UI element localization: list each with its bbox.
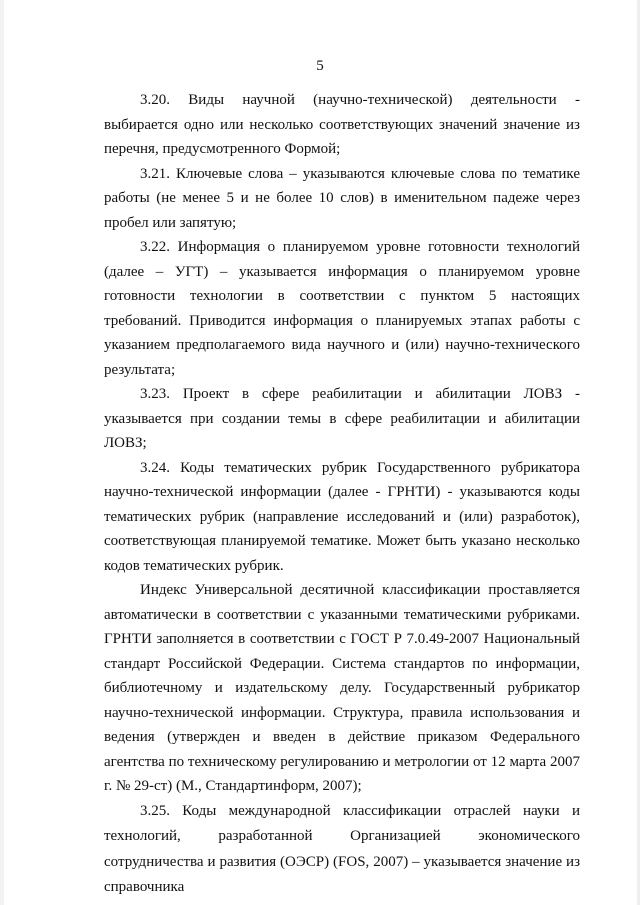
paragraph-3-25: 3.25. Коды международной классификации отраслей науки и технологий, разработанной Организацией экономического сотрудничества и развития (ОЭСР) (FOS, 2007) – указывается значение из справочника	[104, 802, 580, 895]
paragraph-udc-index: Индекс Универсальной десятичной классификации проставляется автоматически в соответствии с указанными тематическими рубриками. ГРНТИ заполняется в соответствии с ГОСТ Р 7.0.49-2007 Национальный стандарт Российской Федерации. Система стандартов по информации, библиотечному и издательскому делу. Государственный рубрикатор научно-технической информации. Структура, правила использования и ведения (утвержден и введен в действие приказом Федерального агентства по техническому регулированию и метрологии от 12 марта 2007 г. № 29-ст) (М., Стандартинформ, 2007);	[104, 582, 580, 794]
paragraph-3-21: 3.21. Ключевые слова – указываются ключевые слова по тематике работы (не менее 5 и не более 10 слов) в именительном падеже через пробел или запятую;	[104, 165, 580, 231]
paragraph-3-23: 3.23. Проект в сфере реабилитации и абилитации ЛОВЗ - указывается при создании темы в сфере реабилитации и абилитации ЛОВЗ;	[104, 386, 580, 451]
paragraph-3-20: 3.20. Виды научной (научно-технической) деятельности - выбирается одно или несколько соответствующих значений значение из перечня, предусмотренного Формой;	[104, 92, 580, 157]
paragraph-3-22: 3.22. Информация о планируемом уровне готовности технологий (далее – УГТ) – указывается информация о планируемом уровне готовности технологии в соответствии с пунктом 5 настоящих требований. Приводится информация о планируемых этапах работы с указанием предполагаемого вида научного и (или) научно-технического результата;	[104, 239, 580, 378]
scan-edge-left	[0, 0, 4, 905]
page-number: 5	[316, 58, 324, 74]
document-body	[104, 88, 580, 901]
paragraph-3-24: 3.24. Коды тематических рубрик Государственного рубрикатора научно-технической информации (далее - ГРНТИ) - указываются коды тематических рубрик (направление исследований и (или) разработок), соответствующая планируемой тематике. Может быть указано несколько кодов тематических рубрик.	[104, 459, 580, 574]
